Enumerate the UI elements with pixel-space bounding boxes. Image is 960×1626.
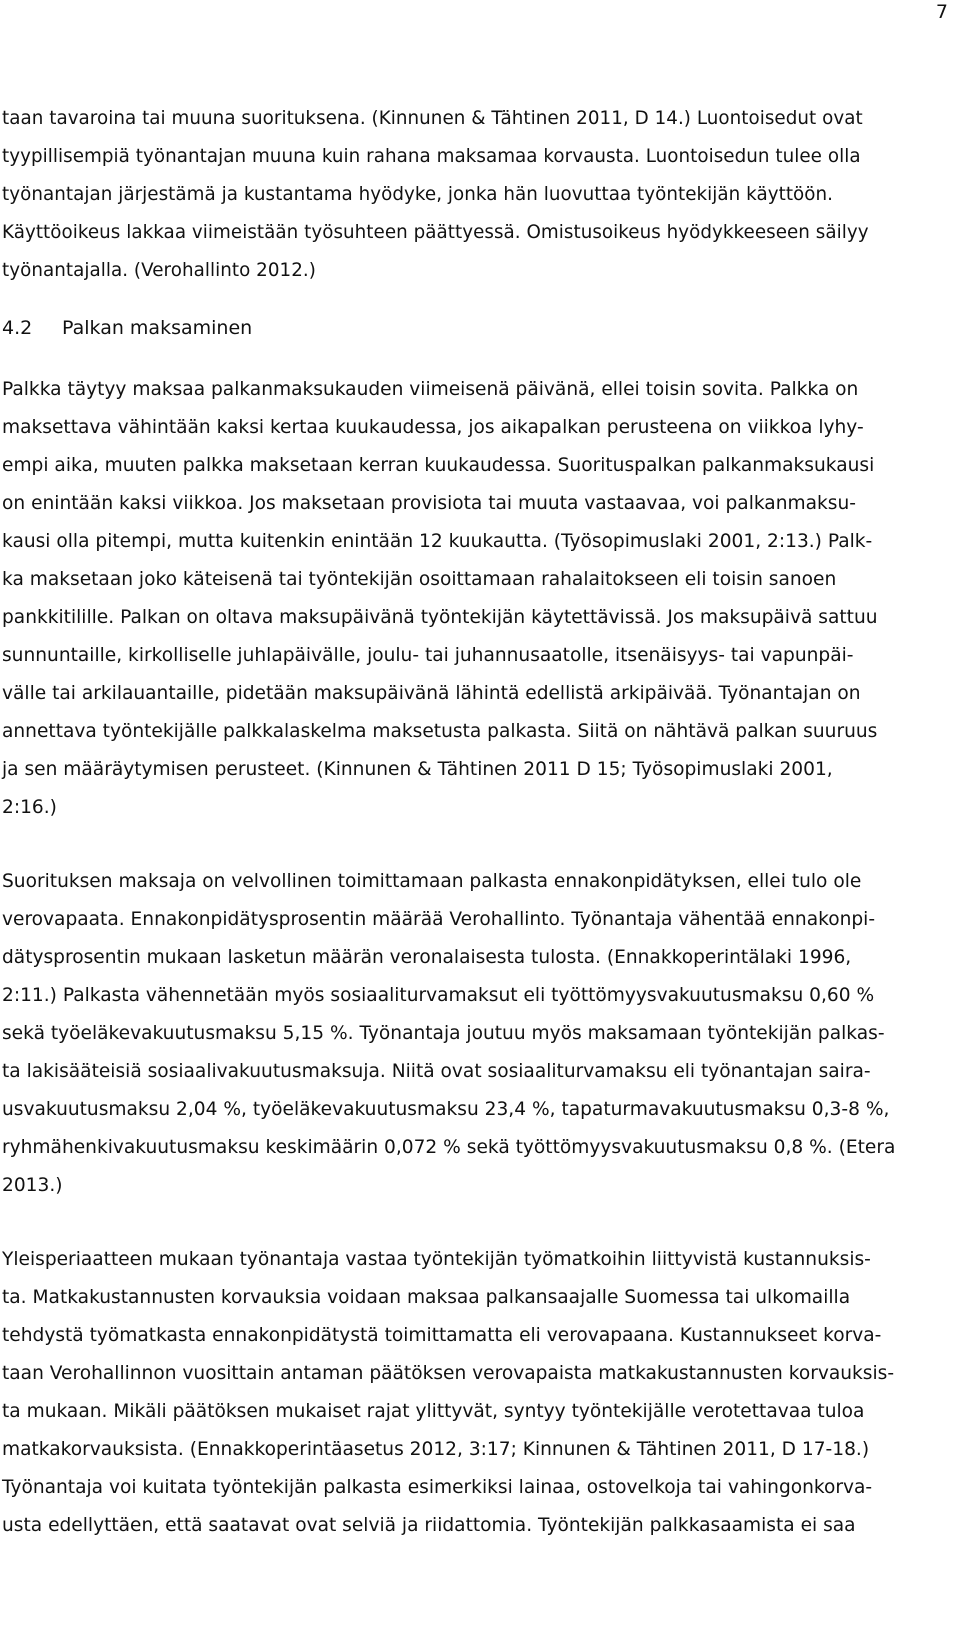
text-line: 2:11.) Palkasta vähennetään myös sosiaaliturvamaksut eli työttömyysvakuutusmaksu 0,60 % — [2, 985, 875, 1006]
text-line: Yleisperiaatteen mukaan työnantaja vastaa työntekijän työmatkoihin liittyvistä kustannuksis- — [2, 1249, 871, 1270]
spacer — [2, 347, 932, 371]
text-line: 2013.) — [2, 1175, 63, 1196]
text-line: tyypillisempiä työnantajan muuna kuin rahana maksamaa korvausta. Luontoisedun tulee olla — [2, 146, 861, 167]
section-heading — [2, 309, 932, 347]
text-line: sekä työeläkevakuutusmaksu 5,15 %. Työnantaja joutuu myös maksamaan työntekijän palkas- — [2, 1023, 885, 1044]
text-line: ryhmähenkivakuutusmaksu keskimäärin 0,072 % sekä työttömyysvakuutusmaksu 0,8 %. (Etera — [2, 1137, 896, 1158]
document-body — [2, 100, 932, 1545]
text-line: ta. Matkakustannusten korvauksia voidaan maksaa palkansaajalle Suomessa tai ulkomailla — [2, 1287, 851, 1308]
text-line: annettava työntekijälle palkkalaskelma maksetusta palkasta. Siitä on nähtävä palkan suuruus — [2, 721, 878, 742]
text-line: ka maksetaan joko käteisenä tai työntekijän osoittamaan rahalaitokseen eli toisin sanoen — [2, 569, 837, 590]
text-line: maksettava vähintään kaksi kertaa kuukaudessa, jos aikapalkan perusteena on viikkoa lyhy- — [2, 417, 864, 438]
text-line: dätysprosentin mukaan lasketun määrän veronalaisesta tulosta. (Ennakkoperintälaki 1996, — [2, 947, 852, 968]
text-line: verovapaata. Ennakonpidätysprosentin määrää Verohallinto. Työnantaja vähentää ennakonpi- — [2, 909, 876, 930]
text-line: kausi olla pitempi, mutta kuitenkin enintään 12 kuukautta. (Työsopimuslaki 2001, 2:13.) Palk- — [2, 531, 873, 552]
text-line: taan Verohallinnon vuosittain antaman päätöksen verovapaista matkakustannusten korvauksis- — [2, 1363, 895, 1384]
text-line: ta lakisääteisiä sosiaalivakuutusmaksuja. Niitä ovat sosiaaliturvamaksu eli työnantajan saira- — [2, 1061, 871, 1082]
text-line: Työnantaja voi kuitata työntekijän palkasta esimerkiksi lainaa, ostovelkoja tai vahingonkorva- — [2, 1477, 873, 1498]
text-line: empi aika, muuten palkka maksetaan kerran kuukaudessa. Suorituspalkan palkanmaksukausi — [2, 455, 875, 476]
text-line: työnantajalla. (Verohallinto 2012.) — [2, 260, 316, 281]
text-line: sunnuntaille, kirkolliselle juhlapäivälle, joulu- tai juhannusaatolle, itsenäisyys- tai vapunpäi- — [2, 645, 854, 666]
text-line: Suorituksen maksaja on velvollinen toimittamaan palkasta ennakonpidätyksen, ellei tulo ole — [2, 871, 862, 892]
text-line: usvakuutusmaksu 2,04 %, työeläkevakuutusmaksu 23,4 %, tapaturmavakuutusmaksu 0,3-8 %, — [2, 1099, 890, 1120]
text-line: ta mukaan. Mikäli päätöksen mukaiset rajat ylittyvät, syntyy työntekijälle verotettavaa tuloa — [2, 1401, 865, 1422]
text-line: taan tavaroina tai muuna suorituksena. (Kinnunen & Tähtinen 2011, D 14.) Luontoisedut ovat — [2, 108, 863, 129]
text-line: työnantajan järjestämä ja kustantama hyödyke, jonka hän luovuttaa työntekijän käyttöön. — [2, 184, 834, 205]
section-number: 4.2 — [2, 317, 33, 339]
section-title: Palkan maksaminen — [62, 317, 253, 339]
text-line: usta edellyttäen, että saatavat ovat selviä ja riidattomia. Työntekijän palkkasaamista ei saa — [2, 1515, 856, 1536]
text-line: tehdystä työmatkasta ennakonpidätystä toimittamatta eli verovapaana. Kustannukseet korva- — [2, 1325, 882, 1346]
page-number: 7 — [935, 1, 948, 23]
paragraph-palkan-maksaminen — [2, 371, 932, 827]
paragraph-luontoisedut — [2, 100, 932, 290]
text-line: pankkitilille. Palkan on oltava maksupäivänä työntekijän käytettävissä. Jos maksupäivä sattuu — [2, 607, 878, 628]
text-line: välle tai arkilauantaille, pidetään maksupäivänä lähintä edellistä arkipäivää. Työnantajan on — [2, 683, 861, 704]
spacer — [2, 1205, 932, 1241]
spacer — [2, 827, 932, 863]
text-line: ja sen määräytymisen perusteet. (Kinnunen & Tähtinen 2011 D 15; Työsopimuslaki 2001, — [2, 759, 833, 780]
text-line: Palkka täytyy maksaa palkanmaksukauden viimeisenä päivänä, ellei toisin sovita. Palkka on — [2, 379, 859, 400]
text-line: Käyttöoikeus lakkaa viimeistään työsuhteen päättyessä. Omistusoikeus hyödykkeeseen säilyy — [2, 222, 869, 243]
paragraph-matkakustannukset — [2, 1241, 932, 1545]
paragraph-ennakonpidatys — [2, 863, 932, 1205]
text-line: matkakorvauksista. (Ennakkoperintäasetus 2012, 3:17; Kinnunen & Tähtinen 2011, D 17-18.) — [2, 1439, 870, 1460]
text-line: on enintään kaksi viikkoa. Jos maksetaan provisiota tai muuta vastaavaa, voi palkanmaksu- — [2, 493, 856, 514]
text-line: 2:16.) — [2, 797, 57, 818]
